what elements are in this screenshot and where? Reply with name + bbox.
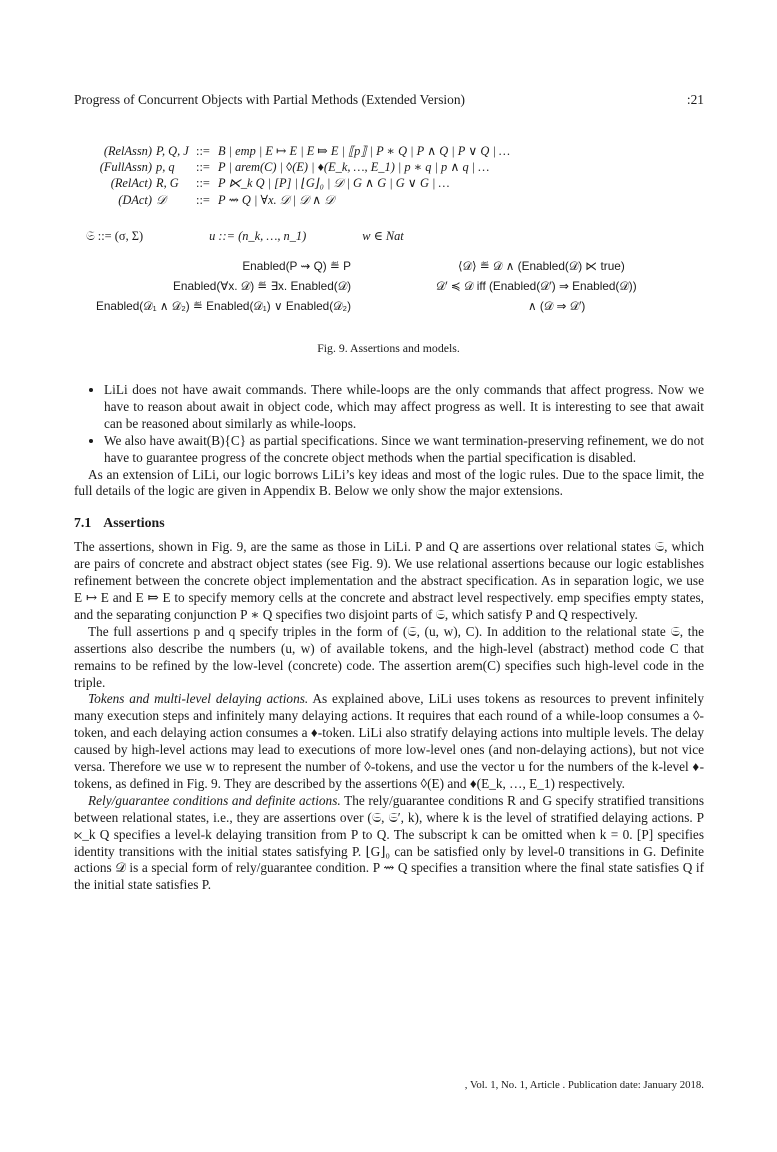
assertion-grammar [86,143,510,208]
tokens-def: u ::= (n_k, …, n_1) [209,229,307,243]
paragraph: The assertions, shown in Fig. 9, are the same as those in LiLi. P and Q are assertions over relational states 𝔖, which are pairs of concrete and abstract object states (see Fig. 9). We use relational assertions because our logic establishes refinement between the concrete object implementation and the abstract specification. As in separation logic, we use E ↦ E and E ⤇ E to specify memory cells at the concrete and abstract level respectively. emp specifies empty states, and the separating conjunction P ∗ Q specifies two disjoint parts of 𝔖, which satisfy P and Q respectively. [74,539,704,622]
paragraph-text: The rely/guarantee conditions R and G specify stratified transitions between relational states, i.e., they are assertions over (𝔖, 𝔖′, k), where k is the level of stratified delaying actions. P ⋉_k Q specifies a level-k delaying transition from P to Q. The subscript k can be omitted when k = 0. [P] specifies identity transitions with the initial states satisfying P. ⌊G⌋₀ can be satisfied only by level-0 transitions in G. Definite actions 𝒟 is a special form of rely/guarantee condition. P ⇝ Q specifies a transition where the final state satisfies Q if the initial state satisfies P. [74,792,704,893]
body-text [74,382,704,894]
running-header [74,92,704,112]
grammar-row: (RelAssn) P, Q, J ::= B | emp | E ↦ E | E ⤇ E | ⟦p⟧ | P ∗ Q | P ∧ Q | P ∨ Q | … [103,144,510,158]
section-title: Assertions [103,515,165,531]
relational-state-def: 𝔖 ::= (σ, Σ) [86,229,144,243]
state-models [86,228,404,244]
list-item: • We also have await(B){C} as partial specifications. Since we want termination-preserving refinement, we do not have to guarantee progress of the concrete object methods when the partial specification is disabled. [104,433,704,467]
paragraph [74,793,704,894]
def-line: Enabled(P ⇝ Q) ≝ P [242,259,352,273]
paragraph: The full assertions p and q specify triples in the form of (𝔖, (u, w), C). In addition to the relational state 𝔖, the assertions also describe the numbers (u, w) of available tokens, and the high-level (abstract) method code C that remains to be refined by the low-level (concrete) code. The assertion arem(C) specifies such high-level code in the triple. [74,623,704,690]
grammar-row: (FullAssn) p, q ::= P | arem(C) | ◊(E) | ♦(E_k, …, E_1) | p ∗ q | p ∧ q | … [99,160,490,175]
list-item: • LiLi does not have await commands. There while-loops are the only commands that affect progress. Now we have to reason about await in object code, which may affect progress as well. It is interesting to see that await can be reasoned about similarly as while-loops. [104,382,704,433]
definite-action-definitions [436,256,637,316]
paragraph-text: As explained above, LiLi uses tokens as resources to prevent infinitely many execution steps and infinitely many delaying actions. It requires that each round of a while-loop consumes a ◊-token, and each delaying action consumes a ♦-token. LiLi also stratify delaying actions into multiple levels. The delay caused by high-level actions may lead to executions of more low-level ones (and non-delaying actions), but not vice versa. Therefore we use w to represent the number of ◊-tokens, and use the vector u for the numbers of the k-level ♦-tokens, as defined in Fig. 9. They are described by the assertions ◊(E) and ♦(E_k, …, E_1) respectively. [74,691,704,791]
section-number: 7.1 [74,515,92,531]
enabled-definitions [96,256,351,316]
paragraph-title: Tokens and multi-level delaying actions. [88,691,309,707]
paragraph-title: Rely/guarantee conditions and definite actions. [88,792,341,808]
paragraph: As an extension of LiLi, our logic borrows LiLi’s key ideas and most of the logic rules. Due to the space limit, the full details of the logic are given in Appendix B. Below we only show the major extensions. [74,466,704,499]
def-line: Enabled(∀x. 𝒟) ≝ ∃x. Enabled(𝒟) [173,279,352,293]
bullet-list [74,382,704,467]
paragraph [74,691,704,792]
page-number: :21 [686,92,704,107]
grammar-row: (RelAct) R, G ::= P ⋉_k Q | [P] | ⌊G⌋₀ | 𝒟 | G ∧ G | G ∨ G | … [110,176,450,191]
section-heading [74,515,704,532]
def-line: ∧ (𝒟 ⇒ 𝒟′) [528,299,586,313]
w-def: w ∈ Nat [362,229,404,243]
grammar-row: (DAct) 𝒟 ::= P ⇝ Q | ∀x. 𝒟 | 𝒟 ∧ 𝒟 [118,192,335,207]
header-title: Progress of Concurrent Objects with Partial Methods (Extended Version) [74,92,465,107]
def-line: Enabled(𝒟₁ ∧ 𝒟₂) ≝ Enabled(𝒟₁) ∨ Enabled(𝒟₂) [96,299,352,313]
def-line: ⟨𝒟⟩ ≝ 𝒟 ∧ (Enabled(𝒟) ⋉ true) [458,259,625,273]
page-footer: , Vol. 1, No. 1, Article . Publication date: January 2018. [464,1079,704,1091]
def-line: 𝒟′ ≼ 𝒟 iff (Enabled(𝒟′) ⇒ Enabled(𝒟)) [436,279,637,293]
figure-caption: Fig. 9. Assertions and models. [317,341,460,355]
